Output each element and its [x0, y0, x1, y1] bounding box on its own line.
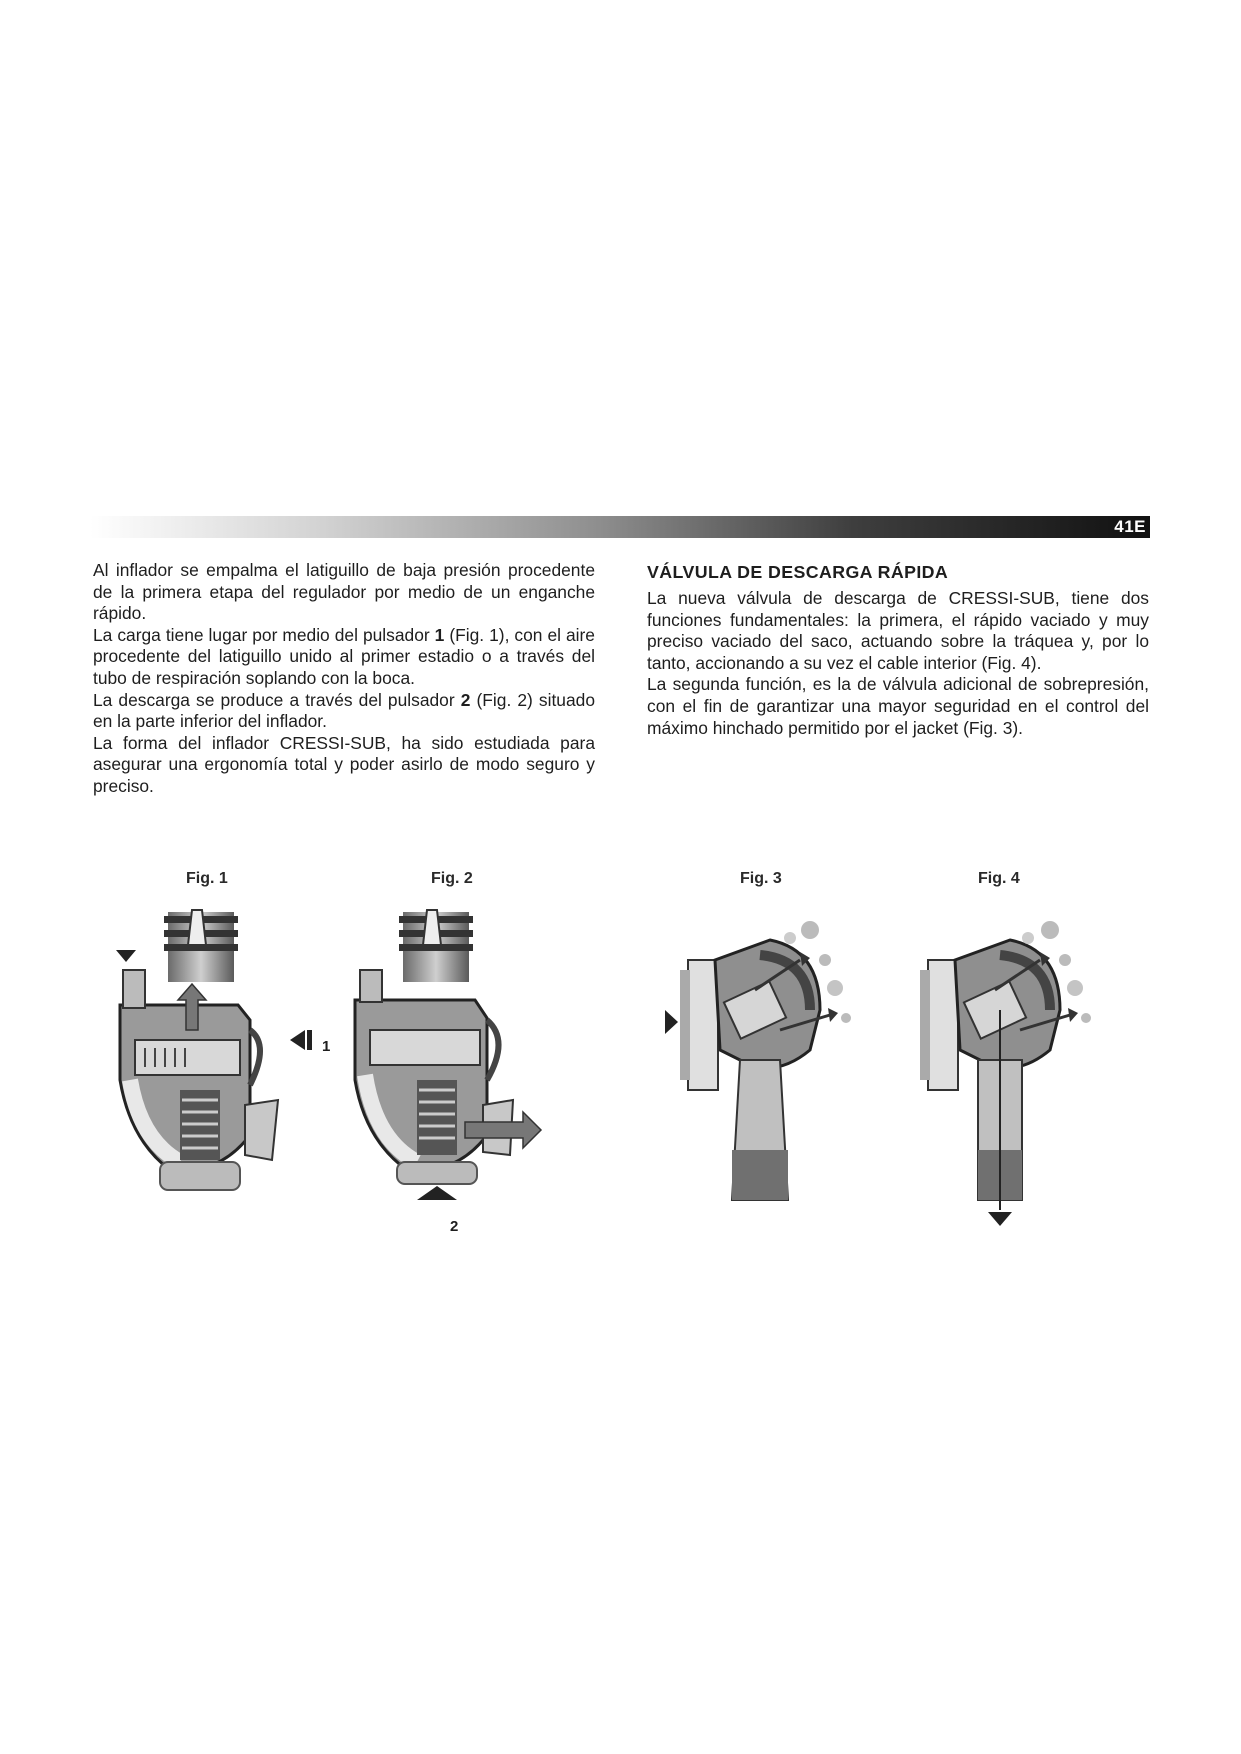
- dump-valve-cross-section-illustration: [900, 900, 1120, 1240]
- text-run: La forma del inflador CRESSI-SUB, ha sido estudiada para asegurar una ergonomía total y poder asirlo de modo seguro y preciso.: [93, 732, 595, 796]
- button-number-1: 1: [434, 624, 445, 645]
- text-run: (Fig. 1), con el aire procedente del latiguillo unido al primer estadio o a través del tubo de respiración soplando con la boca.: [93, 624, 595, 688]
- paragraph: [93, 733, 595, 798]
- paragraph: [647, 588, 1149, 674]
- text-run: La descarga se produce a través del pulsador: [93, 689, 461, 710]
- callout-2: 2: [450, 1218, 459, 1235]
- button-number-2: 2: [460, 689, 471, 710]
- inflator-cross-section-illustration: [100, 900, 340, 1230]
- figure-label: Fig. 1: [186, 870, 228, 887]
- paragraph: [93, 560, 595, 625]
- callout-1: 1: [322, 1038, 331, 1055]
- text-run: La nueva válvula de descarga de CRESSI-SUB, tiene dos funciones fundamentales: la primera, el rápido vaciado y muy preciso vaciado del saco, actuando sobre la tráquea y, por lo tanto, accionando a su vez el cable interior (Fig. 4).: [647, 588, 1149, 673]
- page-number: 41E: [1114, 517, 1146, 536]
- figure-label: Fig. 4: [978, 870, 1020, 887]
- paragraph: [93, 690, 595, 733]
- figure-3: [660, 870, 880, 1240]
- header-gradient-bar: [90, 516, 1150, 538]
- figure-label: Fig. 3: [740, 870, 782, 887]
- figure-1: [100, 870, 340, 1240]
- text-run: La segunda función, es la de válvula adicional de sobrepresión, con el fin de garantizar una mayor seguridad en el control del máximo hinchado permitido por el jacket (Fig. 3).: [647, 674, 1149, 738]
- right-text-column: [647, 560, 1149, 739]
- figure-2: [345, 870, 575, 1250]
- text-run: La carga tiene lugar por medio del pulsador: [93, 624, 435, 645]
- paragraph: [647, 674, 1149, 739]
- inflator-cross-section-illustration: [345, 900, 575, 1230]
- section-heading: VÁLVULA DE DESCARGA RÁPIDA: [647, 562, 949, 582]
- dump-valve-cross-section-illustration: [660, 900, 880, 1230]
- figure-label: Fig. 2: [431, 870, 473, 887]
- left-text-column: [93, 560, 595, 798]
- text-run: Al inflador se empalma el latiguillo de baja presión procedente de la primera etapa del regulador por medio de un enganche rápido.: [93, 560, 595, 624]
- text-run: (Fig. 2) situado en la parte inferior del inflador.: [93, 689, 595, 732]
- figure-4: [900, 870, 1120, 1250]
- paragraph: [93, 625, 595, 690]
